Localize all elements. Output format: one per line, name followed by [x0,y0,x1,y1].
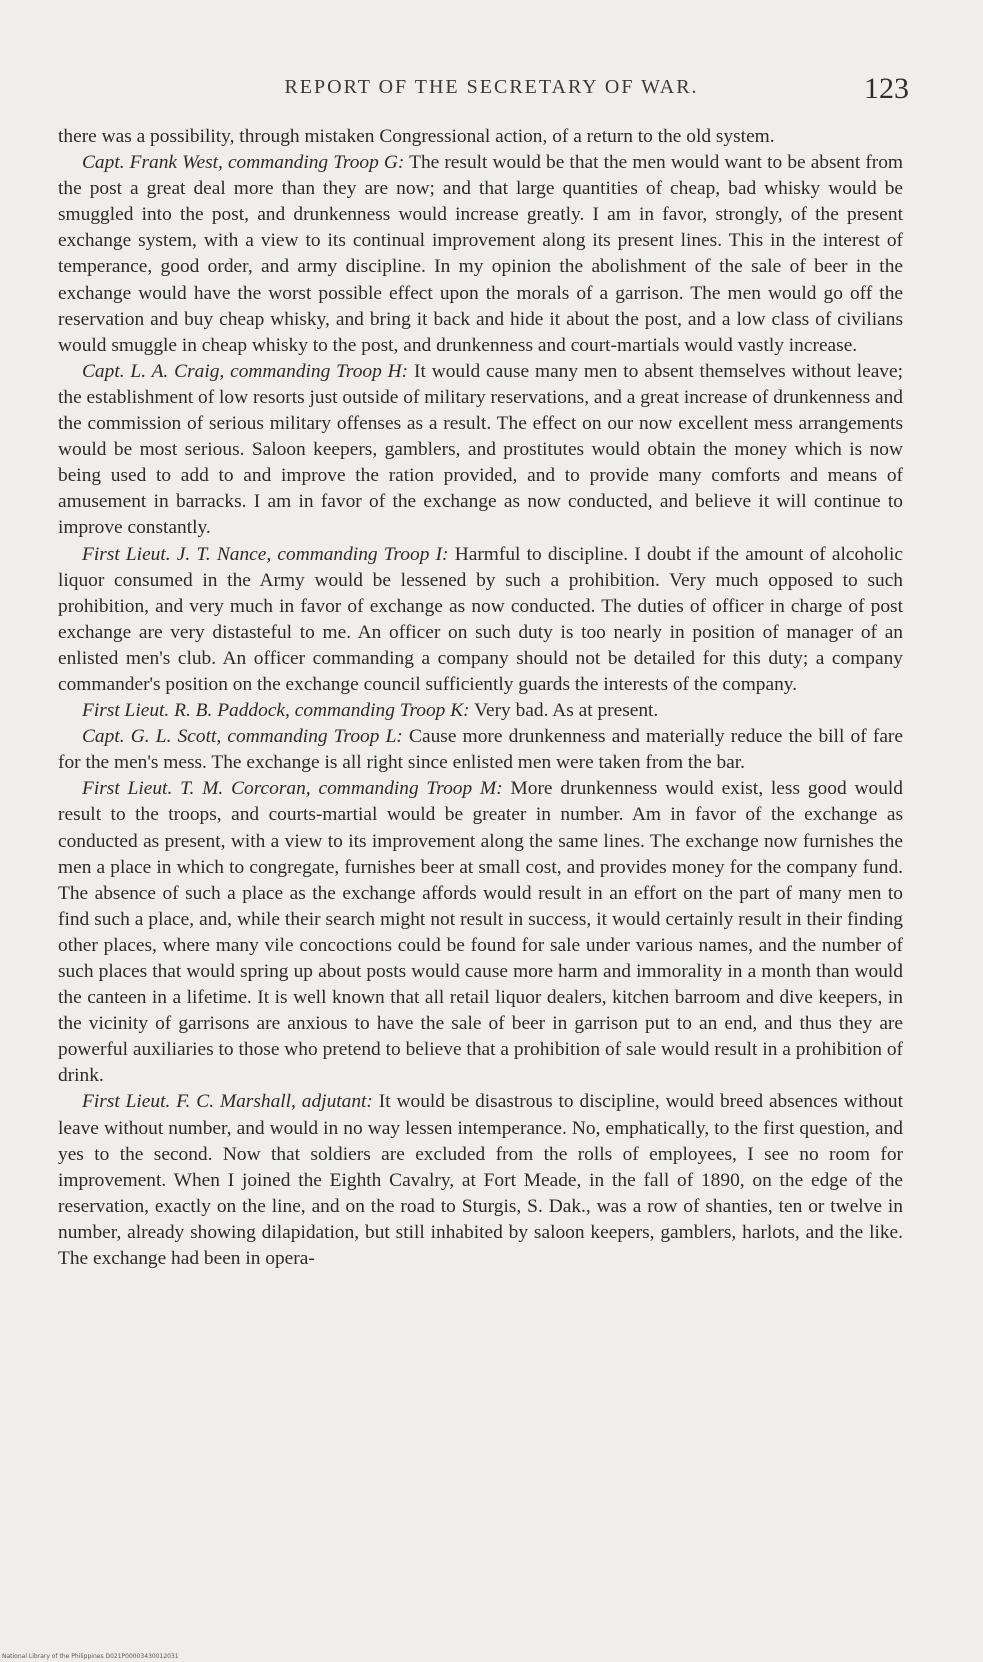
paragraph [58,724,903,776]
paragraph [58,776,903,1089]
paragraph-text: Very bad. As at present. [469,700,659,722]
page-header [0,72,983,112]
paragraph [58,542,903,699]
paragraph-text: It would cause many men to absent themselves without leave; the establishment of low resorts just outside of military reservations, and a great increase of drunkenness and the commission of serious military offenses as a result. The effect on our now excellent mess arrangements would be most serious. Saloon keepers, gamblers, and prostitutes would obtain the money which is now being used to add to and improve the ration provided, and to provide many comforts and means of amusement in barracks. I am in favor of the exchange as now conducted, and believe it will continue to improve constantly. [58,360,903,539]
paragraph [58,124,903,150]
running-head: REPORT OF THE SECRETARY OF WAR. [284,76,699,98]
speaker-name: Capt. L. A. Craig, commanding Troop H: [82,360,409,382]
speaker-name: Capt. G. L. Scott, commanding Troop L: [82,726,403,748]
library-stamp: National Library of the Philippines D021P00003430012031 [2,1653,179,1660]
paragraph [58,1089,903,1272]
speaker-name: First Lieut. F. C. Marshall, adjutant: [82,1091,373,1113]
speaker-name: First Lieut. R. B. Paddock, commanding Troop K: [82,700,470,722]
body-text [58,124,903,1272]
paragraph-text: there was a possibility, through mistaken Congressional action, of a return to the old system. [58,126,775,147]
paragraph-text: It would be disastrous to discipline, would breed absences without leave without number, and would in no way lessen intemperance. No, emphatically, to the first question, and yes to the second. Now that soldiers are excluded from the rolls of employees, I see no room for improvement. When I joined the Eighth Cavalry, at Fort Meade, in the fall of 1890, on the edge of the reservation, exactly on the line, and on the road to Sturgis, S. Dak., was a row of shanties, ten or twelve in number, already showing dilapidation, but still inhabited by saloon keepers, gamblers, harlots, and the like. The exchange had been in opera- [58,1091,903,1270]
speaker-name: Capt. Frank West, commanding Troop G: [82,152,405,174]
paragraph-text: Harmful to discipline. I doubt if the amount of alcoholic liquor consumed in the Army would be lessened by such a prohibition. Very much opposed to such prohibition, and very much in favor of exchange as now conducted. The duties of officer in charge of post exchange are very distasteful to me. An officer on such duty is too nearly in position of manager of an enlisted men's club. An officer commanding a company should not be detailed for this duty; a company commander's position on the exchange council sufficiently guards the interests of the company. [58,543,903,695]
paragraph-text: More drunkenness would exist, less good would result to the troops, and courts-martial would be greater in number. Am in favor of the exchange as conducted as present, with a view to its improvement along the same lines. The exchange now furnishes the men a place in which to congregate, furnishes beer at small cost, and provides money for the company fund. The absence of such a place as the exchange affords would result in an effort on the part of many men to find such a place, and, while their search might not result in success, it would certainly result in their finding other places, where many vile concoctions could be found for sale under various names, and the number of such places that would spring up about posts would cause more harm and immorality in a month than would the canteen in a lifetime. It is well known that all retail liquor dealers, kitchen barroom and dive keepers, in the vicinity of garrisons are anxious to have the sale of beer in garrison put to an end, and thus they are powerful auxiliaries to those who pretend to believe that a prohibition of sale would result in a prohibition of drink. [58,778,903,1087]
speaker-name: First Lieut. J. T. Nance, commanding Troop I: [82,543,449,565]
page-number: 123 [864,72,909,105]
paragraph [58,359,903,542]
paragraph-text: The result would be that the men would want to be absent from the post a great deal more than they are now; and that large quantities of cheap, bad whisky would be smuggled into the post, and drunkenness would increase greatly. I am in favor, strongly, of the present exchange system, with a view to its continual improvement along its present lines. This in the interest of temperance, good order, and army discipline. In my opinion the abolishment of the sale of beer in the exchange would have the worst possible effect upon the morals of a garrison. The men would go off the reservation and buy cheap whisky, and bring it back and hide it about the post, and a low class of civilians would smuggle in cheap whisky to the post, and drunkenness and court-martials would vastly increase. [58,152,904,356]
speaker-name: First Lieut. T. M. Corcoran, commanding Troop M: [82,778,503,800]
paragraph [58,698,903,724]
paragraph-text: Cause more drunkenness and materially reduce the bill of fare for the men's mess. The exchange is all right since enlisted men were taken from the bar. [58,726,903,774]
paragraph [58,150,903,359]
